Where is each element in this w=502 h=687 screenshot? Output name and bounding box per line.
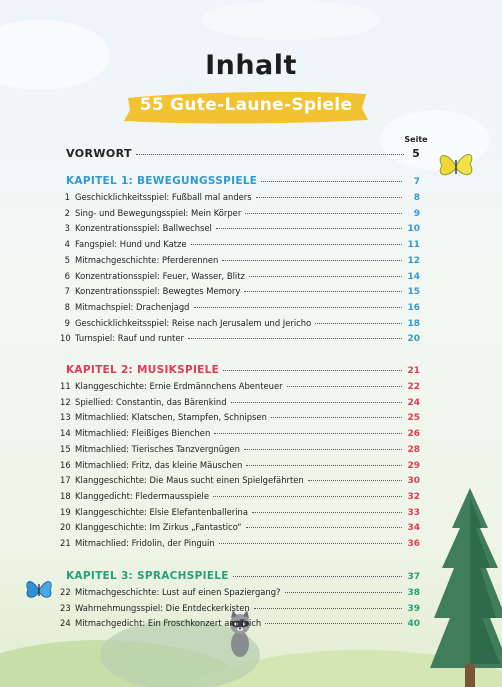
entry-number: 9 <box>64 317 70 328</box>
leader-dots <box>271 417 402 418</box>
chapter-heading <box>66 364 420 378</box>
leader-dots <box>285 592 403 593</box>
leader-dots <box>249 276 402 277</box>
entry-title: Konzentrationsspiel: Bewegtes Memory <box>75 286 241 297</box>
entry-title: Mitmachlied: Klatschen, Stampfen, Schnipsen <box>75 412 267 423</box>
leader-dots <box>315 323 402 324</box>
leader-dots <box>256 197 402 198</box>
fir-tree-illustration <box>430 488 502 687</box>
entry-number: 21 <box>60 538 71 548</box>
entry-page: 28 <box>407 444 420 455</box>
leader-dots <box>136 154 404 155</box>
leader-dots <box>246 527 402 528</box>
toc-entry <box>60 603 420 617</box>
entry-title: Geschicklichkeitsspiel: Reise nach Jerusalem und Jericho <box>75 317 312 328</box>
entry-title: Mitmachlied: Fleißiges Bienchen <box>75 428 211 439</box>
leader-dots <box>191 244 402 245</box>
chapter-heading <box>66 175 420 189</box>
entry-page: 14 <box>407 271 420 282</box>
entry-title: Mitmachgeschichte: Pferderennen <box>75 254 219 265</box>
leader-dots <box>194 307 403 308</box>
entry-title: Konzentrationsspiel: Feuer, Wasser, Blitz <box>75 270 245 281</box>
entry-title: Wahrnehmungsspiel: Die Entdeckerkisten <box>75 602 250 613</box>
toc-entry <box>60 208 420 222</box>
toc-entry <box>60 538 420 552</box>
entry-title: Klanggeschichte: Die Maus sucht einen Spielgefährten <box>75 475 304 486</box>
entry-title: Fangspiel: Hund und Katze <box>75 239 187 250</box>
entry-title: Konzentrationsspiel: Ballwechsel <box>75 223 212 234</box>
toc-entry <box>60 397 420 411</box>
leader-dots <box>231 402 402 403</box>
entry-page: 26 <box>407 429 420 440</box>
entry-page: 34 <box>407 523 420 534</box>
leader-dots <box>244 291 402 292</box>
entry-number: 13 <box>60 412 71 423</box>
toc-entry <box>60 302 420 316</box>
entry-page: 25 <box>407 413 420 424</box>
toc-entry <box>60 522 420 536</box>
entry-page: 33 <box>407 507 420 518</box>
entry-page: 15 <box>407 287 420 298</box>
entry-number: 20 <box>60 522 71 533</box>
entry-number: 4 <box>64 239 70 250</box>
leader-dots <box>188 338 402 339</box>
entry-page: 39 <box>407 603 420 614</box>
entry-title: Klanggeschichte: Im Zirkus „Fantastico“ <box>75 522 242 533</box>
entry-title: Sing- und Bewegungsspiel: Mein Körper <box>75 207 242 218</box>
page-title: Inhalt <box>205 50 297 81</box>
entry-title: Mitmachgeschichte: Lust auf einen Spaziergang? <box>75 587 281 597</box>
entry-title: Klanggeschichte: Elsie Elefantenballerina <box>75 506 248 517</box>
toc-entry <box>60 428 420 442</box>
entry-number: 5 <box>64 254 70 265</box>
toc-entry <box>60 239 420 253</box>
entry-page: 22 <box>407 382 420 392</box>
chapter-title: KAPITEL 3: SPRACHSPIELE <box>66 570 229 582</box>
chapter-page: 7 <box>413 177 420 187</box>
toc-entry <box>60 381 420 395</box>
subtitle-banner <box>122 88 370 126</box>
toc-entry <box>60 286 420 300</box>
leader-dots <box>219 543 402 544</box>
chapter-title: KAPITEL 1: BEWEGUNGSSPIELE <box>66 175 258 187</box>
entry-page: 30 <box>407 476 420 487</box>
entry-page: 9 <box>413 208 420 219</box>
entry-title: Klanggeschichte: Ernie Erdmännchens Abenteuer <box>75 381 283 391</box>
entry-page: 40 <box>407 619 420 630</box>
leader-dots <box>244 449 402 450</box>
entry-title: Spiellied: Constantin, das Bärenkind <box>75 396 227 407</box>
entry-number: 19 <box>60 506 71 517</box>
leader-dots <box>213 496 402 497</box>
entry-number: 22 <box>60 587 71 597</box>
entry-number: 8 <box>64 301 70 312</box>
entry-number: 14 <box>60 428 71 439</box>
entry-page: 38 <box>407 588 420 598</box>
entry-page: 20 <box>407 334 420 345</box>
leader-dots <box>233 576 402 577</box>
leader-dots <box>252 512 402 513</box>
toc-entry <box>60 412 420 426</box>
toc-entry <box>60 475 420 489</box>
page-column-label: Seite <box>404 135 428 144</box>
toc-entry <box>60 460 420 474</box>
entry-title: Mitmachlied: Fridolin, der Pinguin <box>75 538 215 548</box>
entry-page: 8 <box>413 193 420 203</box>
entry-page: 10 <box>407 224 420 235</box>
toc-entry <box>60 333 420 347</box>
toc-entry <box>60 507 420 521</box>
leader-dots <box>287 386 402 387</box>
leader-dots <box>246 465 402 466</box>
entry-number: 23 <box>60 602 71 613</box>
leader-dots <box>261 181 402 182</box>
vorwort-label: VORWORT <box>66 147 132 160</box>
blue-butterfly-icon <box>24 576 54 604</box>
leader-dots <box>214 433 402 434</box>
toc-entry <box>60 271 420 285</box>
entry-number: 16 <box>60 459 71 470</box>
entry-title: Mitmachlied: Fritz, das kleine Mäuschen <box>75 459 243 470</box>
toc-entry <box>60 618 420 632</box>
entry-number: 12 <box>60 396 71 407</box>
vorwort-page-number: 5 <box>412 147 420 160</box>
leader-dots <box>308 480 402 481</box>
entry-number: 11 <box>60 381 71 391</box>
entry-number: 7 <box>64 286 70 297</box>
chapter-page: 37 <box>407 572 420 582</box>
subtitle: 55 Gute-Laune-Spiele <box>139 95 353 115</box>
chapter-title: KAPITEL 2: MUSIKSPIELE <box>66 364 220 376</box>
entry-title: Mitmachgedicht: Ein Froschkonzert am Teich <box>75 618 262 629</box>
leader-dots <box>223 370 402 371</box>
entry-number: 15 <box>60 443 71 454</box>
yellow-butterfly-icon <box>436 148 476 184</box>
entry-title: Turnspiel: Rauf und runter <box>75 333 184 344</box>
entry-number: 24 <box>60 618 71 629</box>
toc-entry <box>60 318 420 332</box>
entry-number: 17 <box>60 475 71 486</box>
chapter-page: 21 <box>407 366 420 376</box>
entry-number: 1 <box>64 192 70 202</box>
entry-page: 18 <box>407 318 420 329</box>
leader-dots <box>265 623 402 624</box>
toc-entry <box>60 491 420 505</box>
leader-dots <box>254 608 402 609</box>
entry-page: 12 <box>407 255 420 266</box>
entry-page: 36 <box>407 539 420 549</box>
entry-page: 16 <box>407 302 420 313</box>
entry-title: Mitmachlied: Tierisches Tanzvergnügen <box>75 443 240 454</box>
entry-title: Klanggedicht: Fledermausspiele <box>75 490 210 501</box>
entry-number: 6 <box>64 270 70 281</box>
entry-title: Mitmachspiel: Drachenjagd <box>75 301 190 312</box>
toc-entry <box>60 192 420 206</box>
cloud-decoration <box>200 0 380 40</box>
toc-entry <box>60 444 420 458</box>
entry-page: 11 <box>407 240 420 251</box>
toc-entry <box>60 587 420 601</box>
entry-page: 24 <box>407 397 420 408</box>
entry-title: Geschicklichkeitsspiel: Fußball mal anders <box>75 192 252 202</box>
toc-vorwort-row <box>66 147 408 161</box>
entry-page: 29 <box>407 460 420 471</box>
toc-entry <box>60 223 420 237</box>
entry-number: 18 <box>60 490 71 501</box>
entry-number: 3 <box>64 223 70 234</box>
leader-dots <box>216 228 402 229</box>
leader-dots <box>245 213 402 214</box>
entry-page: 32 <box>407 491 420 502</box>
entry-number: 2 <box>64 207 70 218</box>
leader-dots <box>222 260 402 261</box>
entry-number: 10 <box>60 333 71 344</box>
chapter-heading <box>66 570 420 584</box>
toc-entry <box>60 255 420 269</box>
